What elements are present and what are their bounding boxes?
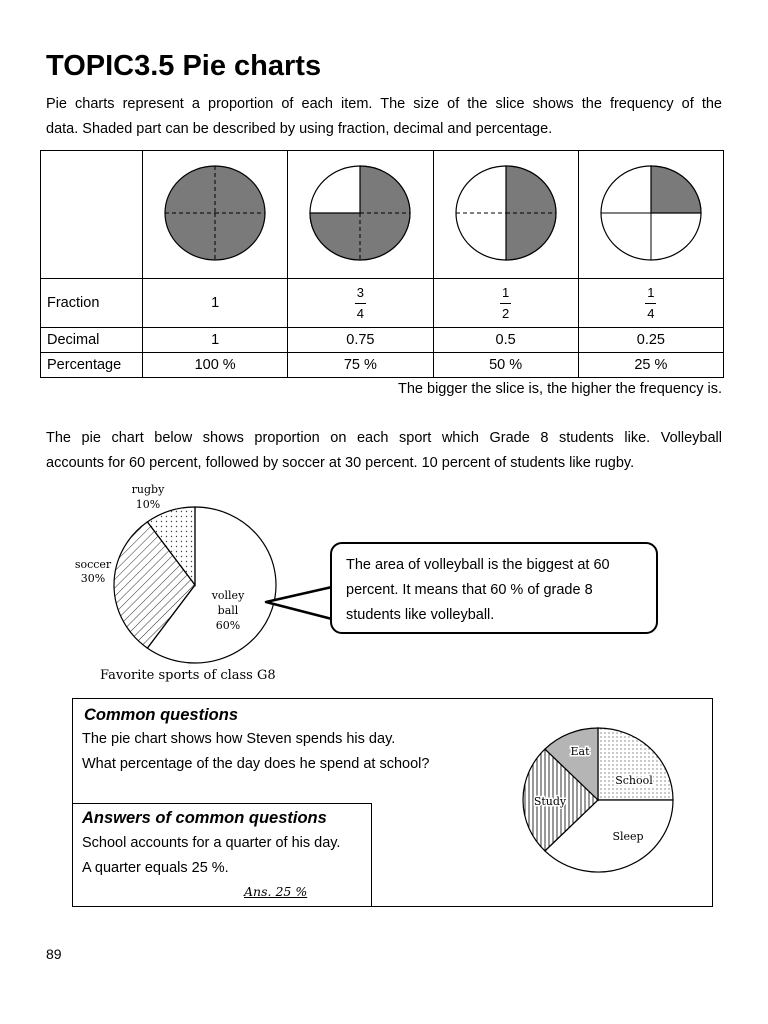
fraction-denominator: 4 <box>356 305 364 321</box>
bubble-line: percent. It means that 60 % of grade 8 <box>346 582 593 598</box>
percentage-value: 50 % <box>433 353 578 378</box>
sports-line: accounts for 60 percent, followed by soccer at 30 percent. 10 percent of students like rugby. <box>46 455 635 471</box>
sports-pie-chart <box>74 480 295 665</box>
fraction-numerator: 1 <box>647 284 655 300</box>
pie-cell-2 <box>288 151 433 279</box>
question-line: What percentage of the day does he spend at school? <box>82 756 430 772</box>
fraction-value <box>578 279 723 328</box>
percentage-value: 75 % <box>288 353 433 378</box>
slice-school <box>598 728 673 800</box>
intro-line: data. Shaded part can be described by using fraction, decimal and percentage. <box>46 121 553 137</box>
sports-line: The pie chart below shows proportion on each sport which Grade 8 students like. Volleyball <box>46 430 722 446</box>
common-questions-title: Common questions <box>84 706 239 724</box>
shaded-slice <box>651 166 701 213</box>
mini-pie-three-quarters <box>300 153 420 273</box>
percentage-value: 100 % <box>143 353 288 378</box>
day-label-sleep: Sleep <box>612 830 644 843</box>
proportion-table <box>40 150 724 378</box>
fraction-value <box>288 279 433 328</box>
fraction-value: 1 <box>143 279 288 328</box>
mini-pie-half <box>446 153 566 273</box>
percentage-label: Percentage <box>41 353 143 378</box>
day-label-study: Study <box>533 795 567 808</box>
fraction-value <box>433 279 578 328</box>
question-line: The pie chart shows how Steven spends his day. <box>82 731 396 747</box>
decimal-value: 0.5 <box>433 328 578 353</box>
intro-line: Pie charts represent a proportion of each item. The size of the slice shows the frequency of the <box>46 96 722 112</box>
pie-label-soccer: soccer 30% <box>74 558 112 585</box>
pie-label-rugby: rugby 10% <box>131 483 165 511</box>
day-label-eat: Eat <box>570 745 590 758</box>
bubble-line: students like volleyball. <box>346 607 495 623</box>
page-number: 89 <box>46 946 62 962</box>
pie-label-volleyball: volley ball 60% <box>211 589 245 632</box>
intro-paragraph <box>46 92 722 142</box>
fraction-denominator: 4 <box>647 305 655 321</box>
pie-cell-3 <box>433 151 578 279</box>
chart-caption: Favorite sports of class G8 <box>100 668 276 683</box>
pie-cell-1 <box>143 151 288 279</box>
answer-line: School accounts for a quarter of his day. <box>82 835 341 851</box>
frequency-note: The bigger the slice is, the higher the frequency is. <box>397 381 722 397</box>
speech-bubble <box>330 542 658 634</box>
decimal-value: 0.25 <box>578 328 723 353</box>
page-title: TOPIC3.5 Pie charts <box>46 50 322 82</box>
decimal-value: 1 <box>143 328 288 353</box>
bubble-line: The area of volleyball is the biggest at 60 <box>346 557 610 573</box>
pie-cell-4 <box>578 151 723 279</box>
percentage-value: 25 % <box>578 353 723 378</box>
answers-title: Answers of common questions <box>82 809 327 827</box>
fraction-numerator: 1 <box>502 284 510 300</box>
sports-paragraph <box>46 426 722 476</box>
day-pie-chart <box>516 724 696 874</box>
answer-line: A quarter equals 25 %. <box>82 860 229 876</box>
fraction-numerator: 3 <box>356 284 364 300</box>
decimal-label: Decimal <box>41 328 143 353</box>
day-label-school: School <box>615 774 653 787</box>
fraction-label: Fraction <box>41 279 143 328</box>
table-corner-cell <box>41 151 143 279</box>
mini-pie-full <box>155 153 275 273</box>
mini-pie-quarter <box>591 153 711 273</box>
bubble-tail <box>266 583 336 623</box>
fraction-denominator: 2 <box>502 305 510 321</box>
final-answer: Ans. 25 % <box>244 884 308 899</box>
decimal-value: 0.75 <box>288 328 433 353</box>
